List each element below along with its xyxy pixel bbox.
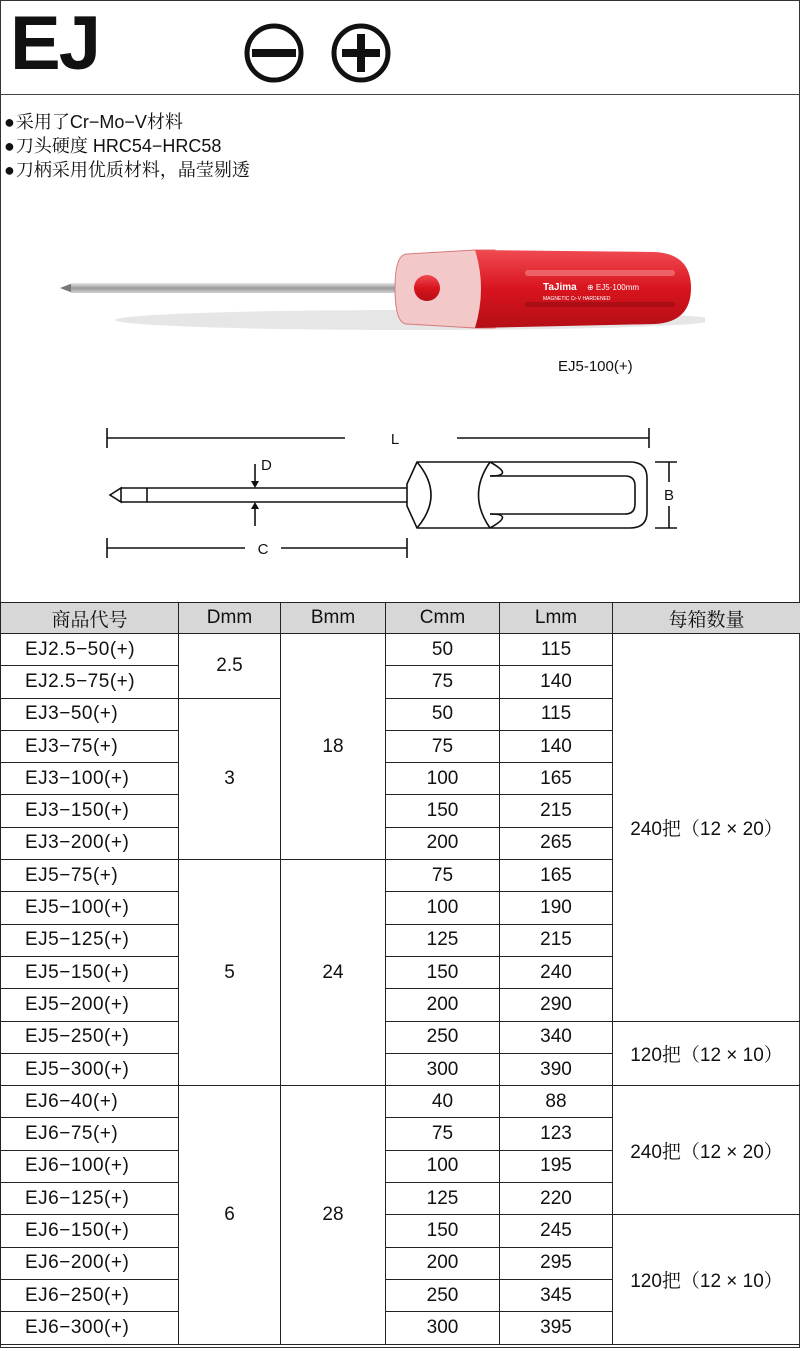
l-cell: 115	[500, 698, 613, 730]
c-cell: 250	[386, 1279, 500, 1311]
l-cell: 165	[500, 860, 613, 892]
c-cell: 100	[386, 892, 500, 924]
series-title: EJ	[10, 1, 99, 86]
c-cell: 125	[386, 924, 500, 956]
l-cell: 345	[500, 1279, 613, 1311]
c-cell: 200	[386, 827, 500, 859]
column-header: Bmm	[281, 603, 386, 634]
column-header: Cmm	[386, 603, 500, 634]
model-cell: EJ3−150(+)	[1, 795, 179, 827]
model-cell: EJ3−200(+)	[1, 827, 179, 859]
l-cell: 88	[500, 1086, 613, 1118]
spec-table	[0, 602, 800, 1345]
l-cell: 295	[500, 1247, 613, 1279]
l-cell: 195	[500, 1150, 613, 1182]
dimension-label-b: B	[663, 487, 675, 504]
c-cell: 300	[386, 1312, 500, 1344]
b-cell: 18	[281, 634, 386, 860]
c-cell: 40	[386, 1086, 500, 1118]
phillips-tip-icon	[330, 22, 392, 84]
model-cell: EJ6−75(+)	[1, 1118, 179, 1150]
d-cell: 2.5	[179, 634, 281, 699]
l-cell: 215	[500, 924, 613, 956]
qty-cell: 120把（12 × 10）	[613, 1021, 800, 1086]
table-header-row	[1, 603, 800, 634]
c-cell: 50	[386, 634, 500, 666]
screwdriver-photo	[55, 240, 705, 340]
qty-cell: 120把（12 × 10）	[613, 1215, 800, 1344]
column-header: Lmm	[500, 603, 613, 634]
l-cell: 215	[500, 795, 613, 827]
d-cell: 6	[179, 1086, 281, 1344]
c-cell: 150	[386, 956, 500, 988]
dimension-label-c: C	[257, 541, 269, 558]
model-cell: EJ6−100(+)	[1, 1150, 179, 1182]
model-cell: EJ6−250(+)	[1, 1279, 179, 1311]
l-cell: 190	[500, 892, 613, 924]
model-cell: EJ6−40(+)	[1, 1086, 179, 1118]
model-cell: EJ5−200(+)	[1, 989, 179, 1021]
table-row	[1, 1215, 800, 1247]
dimension-diagram	[95, 420, 695, 570]
qty-cell: 240把（12 × 20）	[613, 1086, 800, 1215]
model-cell: EJ5−100(+)	[1, 892, 179, 924]
brand-logo-text: TaJima	[543, 282, 577, 293]
column-header: 每箱数量	[613, 603, 800, 634]
model-cell: EJ3−100(+)	[1, 763, 179, 795]
model-cell: EJ6−125(+)	[1, 1183, 179, 1215]
feature-item: ● 刀头硬度 HRC54−HRC58	[4, 134, 250, 158]
l-cell: 220	[500, 1183, 613, 1215]
model-cell: EJ3−50(+)	[1, 698, 179, 730]
l-cell: 290	[500, 989, 613, 1021]
table-body	[1, 634, 800, 1345]
model-cell: EJ5−125(+)	[1, 924, 179, 956]
b-cell: 24	[281, 860, 386, 1086]
feature-item: ● 采用了Cr−Mo−V材料	[4, 110, 250, 134]
handle-print-subtext: MAGNETIC Cr-V HARDENED	[543, 296, 611, 302]
c-cell: 250	[386, 1021, 500, 1053]
l-cell: 245	[500, 1215, 613, 1247]
c-cell: 200	[386, 989, 500, 1021]
model-cell: EJ2.5−50(+)	[1, 634, 179, 666]
qty-cell: 240把（12 × 20）	[613, 634, 800, 1022]
c-cell: 75	[386, 730, 500, 762]
b-cell: 28	[281, 1086, 386, 1344]
model-cell: EJ5−250(+)	[1, 1021, 179, 1053]
table-row	[1, 634, 800, 666]
model-cell: EJ2.5−75(+)	[1, 666, 179, 698]
model-cell: EJ6−150(+)	[1, 1215, 179, 1247]
c-cell: 75	[386, 860, 500, 892]
model-cell: EJ6−200(+)	[1, 1247, 179, 1279]
l-cell: 140	[500, 730, 613, 762]
table-row	[1, 1021, 800, 1053]
l-cell: 140	[500, 666, 613, 698]
model-cell: EJ5−75(+)	[1, 860, 179, 892]
photo-caption: EJ5-100(+)	[558, 358, 633, 375]
model-cell: EJ5−300(+)	[1, 1053, 179, 1085]
dimension-label-l: L	[390, 431, 400, 448]
header-divider	[0, 94, 800, 95]
c-cell: 300	[386, 1053, 500, 1085]
model-cell: EJ6−300(+)	[1, 1312, 179, 1344]
model-cell: EJ3−75(+)	[1, 730, 179, 762]
l-cell: 115	[500, 634, 613, 666]
slotted-tip-icon	[243, 22, 305, 84]
l-cell: 265	[500, 827, 613, 859]
d-cell: 3	[179, 698, 281, 859]
handle-print-text: ⊕ EJ5·100mm	[587, 283, 640, 292]
c-cell: 100	[386, 1150, 500, 1182]
l-cell: 240	[500, 956, 613, 988]
feature-item: ● 刀柄采用优质材料，晶莹剔透	[4, 158, 250, 182]
l-cell: 123	[500, 1118, 613, 1150]
c-cell: 200	[386, 1247, 500, 1279]
feature-list	[4, 110, 250, 182]
table-row	[1, 1086, 800, 1118]
c-cell: 75	[386, 666, 500, 698]
l-cell: 340	[500, 1021, 613, 1053]
c-cell: 100	[386, 763, 500, 795]
column-header: 商品代号	[1, 603, 179, 634]
d-cell: 5	[179, 860, 281, 1086]
l-cell: 395	[500, 1312, 613, 1344]
c-cell: 75	[386, 1118, 500, 1150]
dimension-label-d: D	[261, 457, 272, 474]
c-cell: 150	[386, 795, 500, 827]
c-cell: 125	[386, 1183, 500, 1215]
c-cell: 50	[386, 698, 500, 730]
c-cell: 150	[386, 1215, 500, 1247]
model-cell: EJ5−150(+)	[1, 956, 179, 988]
l-cell: 390	[500, 1053, 613, 1085]
column-header: Dmm	[179, 603, 281, 634]
l-cell: 165	[500, 763, 613, 795]
